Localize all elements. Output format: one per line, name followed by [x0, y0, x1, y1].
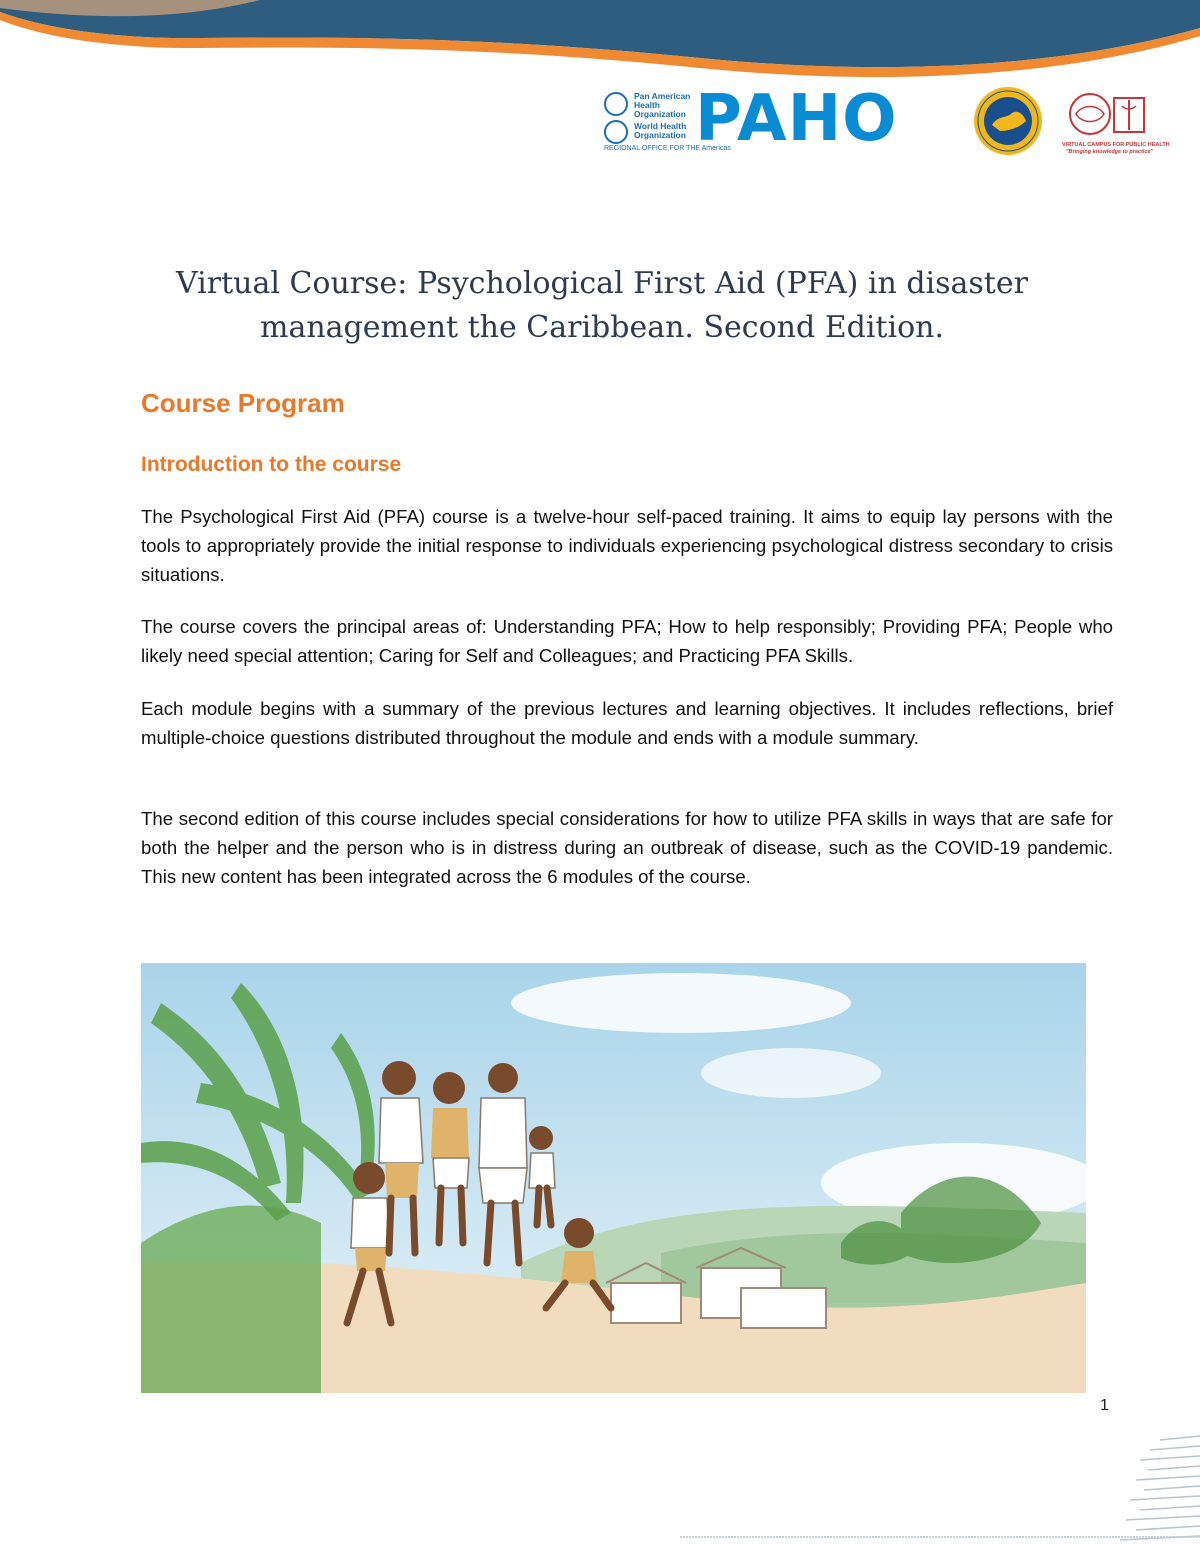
logo-text: Organization: [634, 130, 686, 140]
logo-text: Health: [634, 100, 660, 110]
caribbean-development-bank-logo: [972, 85, 1044, 157]
virtual-campus-emblem-icon: [1062, 90, 1157, 142]
virtual-campus-logo: [1062, 90, 1170, 160]
un-globe-icon: [604, 92, 628, 116]
paho-wordmark: PAHO: [695, 82, 898, 156]
logo-text: World Health: [634, 121, 687, 131]
section-subheading: Introduction to the course: [141, 453, 402, 476]
decorative-hatching: [1100, 1410, 1200, 1553]
header-wave-banner: [0, 0, 1200, 95]
logo-text: Organization: [634, 109, 686, 119]
logo-text: REGIONAL OFFICE FOR THE Americas: [604, 145, 731, 152]
footer-rule: [680, 1535, 1200, 1539]
document-title: Virtual Course: Psychological First Aid (PFA) in disaster management the Caribbean. Second Edition.: [176, 266, 1028, 345]
paho-who-logo: [600, 88, 731, 154]
paragraph: The course covers the principal areas of: Understanding PFA; How to help responsibly; Providing PFA; People who likely need special attention; Caring for Self and Colleagues; and Practicing PFA Skills.: [141, 616, 1113, 666]
paragraph: The second edition of this course includes special considerations for how to utilize PFA skills in ways that are safe for both the helper and the person who is in distress during an outbreak of disease, such as the COVID-19 pandemic. This new content has been integrated across the 6 modules of the course.: [141, 808, 1113, 887]
virtual-campus-caption: VIRTUAL CAMPUS FOR PUBLIC HEALTH "Bringing knowledge to practice": [1062, 142, 1170, 155]
paragraph: Each module begins with a summary of the previous lectures and learning objectives. It includes reflections, brief multiple-choice questions distributed throughout the module and ends with a module summary.: [141, 698, 1113, 748]
section-heading: Course Program: [141, 388, 345, 418]
family-beach-illustration: [141, 963, 1086, 1393]
who-emblem-icon: [604, 120, 628, 144]
paragraph: The Psychological First Aid (PFA) course is a twelve-hour self-paced training. It aims to equip lay persons with the tools to appropriately provide the initial response to individuals experiencing psychological distress secondary to crisis situations.: [141, 506, 1113, 585]
logo-text: Pan American: [634, 91, 691, 101]
partner-logos: [600, 82, 1170, 162]
page-number: 1: [1100, 1397, 1109, 1414]
